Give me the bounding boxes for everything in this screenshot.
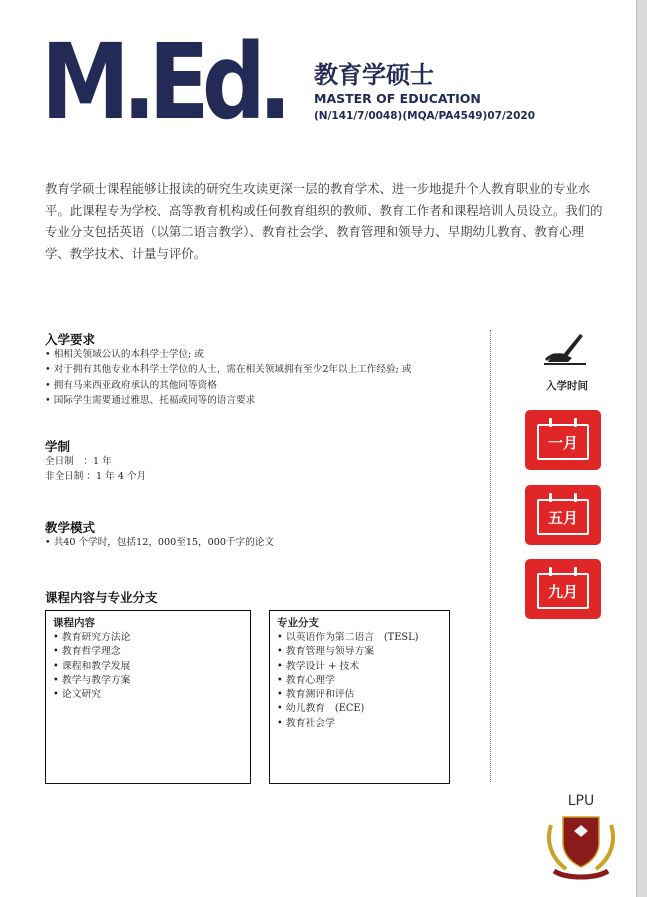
list-item: 非全日制 ：1 年 4 个月 — [45, 471, 147, 483]
course-content-title: 课程内容 — [53, 617, 95, 629]
list-item: • 教育哲学理念 — [53, 646, 121, 658]
intake-january — [525, 410, 601, 470]
intro-paragraph: 教育学硕士课程能够让报读的研究生攻读更深一层的教育学术、进一步地提升个人教育职业的专业水平。此课程专为学校、高等教育机构或任何教育组织的教师、教育工作者和课程培训人员设立。我们的专业分支包括英语（以第二语言教学）、教育社会学、教育管理和领导力、早期幼儿教育、教育心理学、教学技术、计量与评价。 — [45, 181, 603, 261]
list-item: • 相相关领域公认的本科学士学位; 或 — [45, 349, 204, 360]
title-english: MASTER OF EDUCATION — [314, 91, 481, 106]
list-item: • 教育心理学 — [277, 674, 335, 686]
course-content-box — [45, 610, 251, 784]
program-code: (N/141/7/0048)(MQA/PA4549)07/2020 — [314, 110, 536, 122]
mode-list — [45, 535, 274, 550]
list-item: • 教育测评和评估 — [277, 689, 355, 701]
entry-title: 入学要求 — [45, 332, 96, 347]
list-item: • 共40 个学时，包括12，000至15，000千字的论文 — [45, 537, 274, 548]
logo-text: LPU — [567, 793, 595, 809]
column-divider — [490, 330, 491, 782]
mode-title: 教学模式 — [45, 520, 96, 535]
list-item: • 教学与教学方案 — [53, 674, 131, 686]
big-title: M.Ed. — [41, 21, 285, 143]
duration-list — [45, 454, 146, 485]
course-content-list — [53, 631, 243, 702]
list-item: • 对于拥有其他专业本科学士学位的人士，需在相关领域拥有至少2年以上工作经验; 或 — [45, 364, 412, 376]
university-logo — [536, 795, 626, 883]
list-item: • 教育管理与领导方案 — [277, 646, 375, 658]
list-item: 全日制 ：1 年 — [45, 456, 112, 467]
list-item: • 拥有马来西亚政府承认的其他同等资格 — [45, 379, 217, 391]
intake-month-label: 一月 — [537, 424, 589, 460]
list-item: • 国际学生需要通过雅思、托福或同等的语言要求 — [45, 394, 256, 406]
list-item: • 教学设计 + 技术 — [277, 660, 360, 672]
list-item: • 课程和教学发展 — [53, 660, 131, 672]
specialization-box — [269, 610, 450, 784]
intake-may — [525, 485, 601, 545]
page-edge-shadow — [637, 0, 647, 897]
intake-label: 入学时间 — [546, 380, 588, 392]
intake-september — [525, 559, 601, 619]
specialization-title: 专业分支 — [277, 617, 319, 629]
entry-list — [45, 347, 411, 408]
specialization-list — [277, 631, 442, 731]
list-item: • 幼儿教育 (ECE) — [277, 703, 365, 715]
writing-hand-icon — [542, 330, 588, 370]
course-title: 课程内容与专业分支 — [45, 590, 158, 605]
intake-month-label: 九月 — [537, 573, 589, 609]
intake-month-label: 五月 — [537, 499, 589, 535]
list-item: • 教育社会学 — [277, 717, 335, 729]
title-chinese: 教育学硕士 — [314, 61, 434, 89]
list-item: • 教育研究方法论 — [53, 632, 131, 643]
list-item: • 论文研究 — [53, 689, 102, 701]
duration-title: 学制 — [45, 439, 71, 454]
list-item: • 以英语作为第二语言 (TESL) — [277, 632, 419, 643]
